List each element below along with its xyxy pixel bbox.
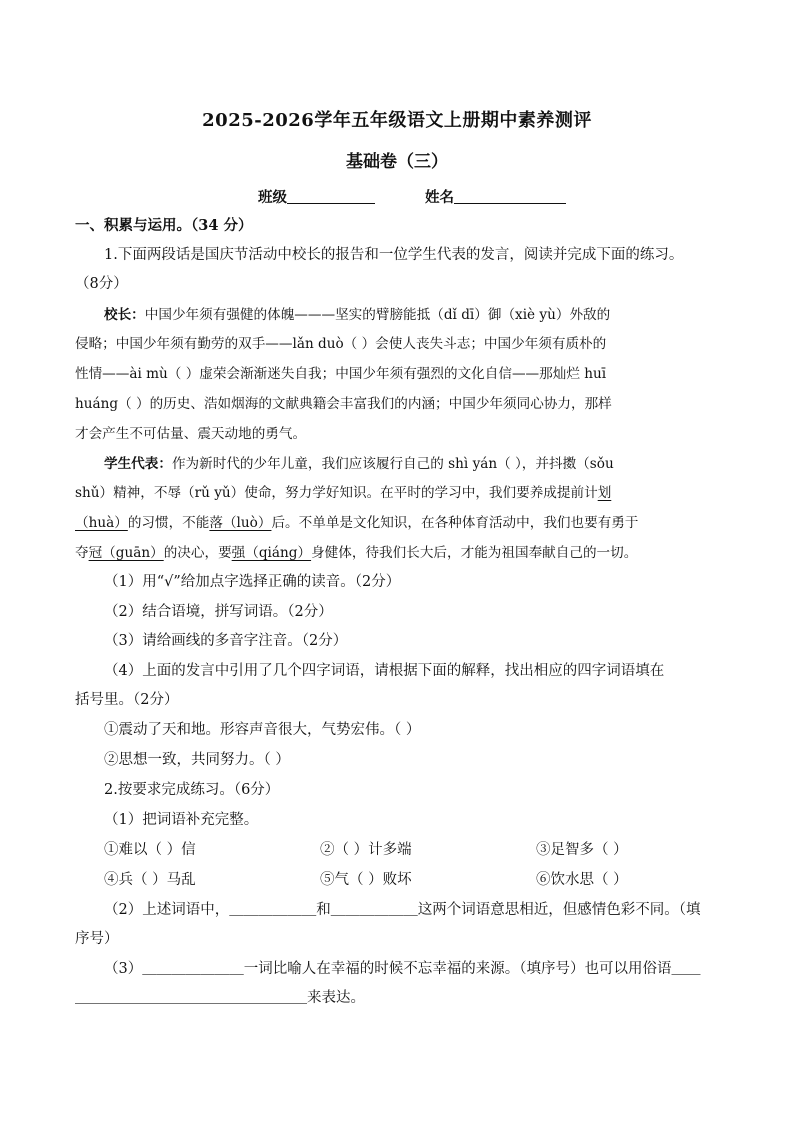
- student-speech-line: [75, 483, 735, 503]
- class-label: 班级: [258, 189, 287, 206]
- student-speech-line: [104, 454, 764, 474]
- underlined-word: 冠（guān）: [88, 545, 164, 561]
- q2-intro: 2.按要求完成练习。（6分）: [104, 782, 280, 798]
- class-field[interactable]: [258, 186, 375, 207]
- underlined-word: 强（qiáng）: [231, 545, 312, 561]
- subquestion: （1）用“√”给加点字选择正确的读音。（2分）: [104, 574, 401, 590]
- subquestion[interactable]: （2）上述词语中，＿＿＿＿＿＿和＿＿＿＿＿＿这两个词语意思相近，但感情色彩不同。（填: [104, 902, 701, 918]
- subquestion: （3）请给画线的多音字注音。（2分）: [104, 633, 348, 649]
- student-label: 学生代表：: [104, 456, 172, 472]
- student-text: 后。不单单是文化知识，在各种体育活动中，我们也要有勇于: [271, 515, 639, 531]
- underlined-word: 落（luò）: [209, 515, 272, 531]
- subquestion: 括号里。（2分）: [75, 692, 179, 708]
- name-blank[interactable]: [454, 188, 566, 204]
- word-option[interactable]: ⑥饮水思（ ）: [536, 872, 628, 888]
- subquestion[interactable]: （3）＿＿＿＿＿＿＿一词比喻人在幸福的时候不忘幸福的来源。（填序号）也可以用俗语＿＿: [104, 961, 701, 977]
- class-blank[interactable]: [287, 188, 375, 204]
- student-text: 夺: [75, 545, 89, 561]
- student-speech-line: [75, 513, 735, 533]
- principal-speech-line: [104, 305, 764, 325]
- underlined-word: （huà）: [75, 515, 128, 531]
- subquestion: （2）结合语境，拼写词语。（2分）: [104, 604, 333, 620]
- word-option[interactable]: ②（ ）计多端: [320, 842, 412, 858]
- student-text: 的习惯，不能: [127, 515, 210, 531]
- student-text: 作为新时代的少年儿童，我们应该履行自己的 shì yán（ ），并抖擞（sǒu: [171, 456, 614, 472]
- answer-item[interactable]: ①震动了天和地。形容声音很大，气势宏伟。（ ）: [104, 722, 421, 738]
- subquestion: （4）上面的发言中引用了几个四字词语，请根据下面的解释，找出相应的四字词语填在: [104, 663, 665, 679]
- subquestion[interactable]: ＿＿＿＿＿＿＿＿＿＿＿＿＿＿＿＿来表达。: [75, 990, 365, 1006]
- word-option[interactable]: ①难以（ ）信: [104, 842, 196, 858]
- principal-label: 校长：: [104, 307, 145, 323]
- principal-speech-line: 侵略；中国少年须有勤劳的双手——lǎn duò（ ）会使人丧失斗志；中国少年须有质朴的: [75, 336, 607, 352]
- principal-speech-line: huáng（ ）的历史、浩如烟海的文献典籍会丰富我们的内涵；中国少年须同心协力，那样: [75, 396, 612, 412]
- name-field[interactable]: [425, 186, 566, 207]
- student-text: shǔ）精神，不辱（rǔ yǔ）使命，努力学好知识。在平时的学习中，我们要养成提前计: [75, 485, 598, 501]
- word-option[interactable]: ⑤气（ ）败坏: [320, 872, 412, 888]
- section-heading: 一、积累与运用。（34 分）: [75, 217, 253, 234]
- word-option[interactable]: ③足智多（ ）: [536, 842, 628, 858]
- subquestion: 序号）: [75, 931, 119, 947]
- principal-speech-line: 性情——ài mù（ ）虚荣会渐渐迷失自我；中国少年须有强烈的文化自信——那灿烂 huī: [75, 366, 607, 382]
- underlined-word: 划: [597, 485, 612, 501]
- q1-intro-score: （8分）: [75, 276, 128, 292]
- q1-intro: 1.下面两段话是国庆节活动中校长的报告和一位学生代表的发言，阅读并完成下面的练习。: [104, 247, 684, 263]
- page-subtitle: 基础卷（三）: [346, 152, 448, 172]
- answer-item[interactable]: ②思想一致，共同努力。（ ）: [104, 752, 290, 768]
- principal-text: 中国少年须有强健的体魄———坚实的臂膀能抵（dǐ dī）御（xiè yù）外敌的: [144, 307, 611, 323]
- student-text: 身健体，待我们长大后，才能为祖国奉献自己的一切。: [311, 545, 638, 561]
- student-text: 的决心，要: [163, 545, 232, 561]
- subquestion: （1）把词语补充完整。: [104, 812, 259, 828]
- word-option[interactable]: ④兵（ ）马乱: [104, 872, 196, 888]
- name-label: 姓名: [425, 189, 454, 206]
- page-title: 2025-2026学年五年级语文上册期中素养测评: [202, 110, 592, 131]
- principal-speech-line: 才会产生不可估量、震天动地的勇气。: [75, 426, 307, 442]
- student-speech-line: [75, 543, 735, 563]
